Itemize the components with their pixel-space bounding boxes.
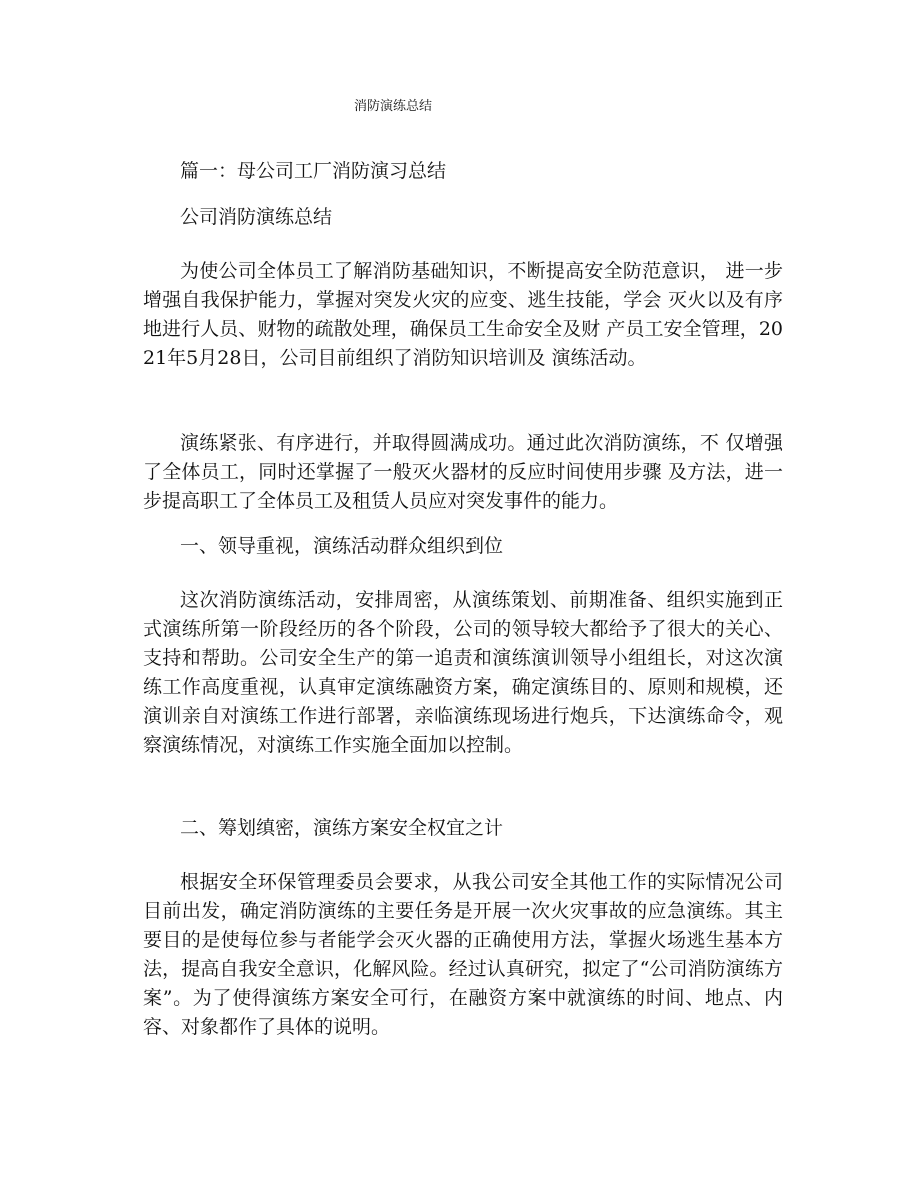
paragraph-leadership: 这次消防演练活动，安排周密，从演练策划、前期准备、组织实施到正式演练所第一阶段经历的各个阶段，公司的领导较大都给予了很大的关心、支持和帮助。公司安全生产的第一追责和演练演训领导小组组长，对这次演练工作高度重视，认真审定演练融资方案，确定演练目的、原则和规模，还演训亲自对演练工作进行部署，亲临演练现场进行炮兵，下达演练命令，观察演练情况，对演练工作实施全面加以控制。 — [143, 589, 783, 756]
section-heading: 篇一：母公司工厂消防演习总结 — [180, 160, 447, 182]
paragraph-result: 演练紧张、有序进行，并取得圆满成功。通过此次消防演练，不 仅增强了全体员工，同时还掌握了一般灭火器材的反应时间使用步骤 及方法，进一步提高职工了全体员工及租赁人员应对突发事件的能力。 — [143, 432, 783, 512]
paragraph-intro: 为使公司全体员工了解消防基础知识，不断提高安全防范意识， 进一步增强自我保护能力，掌握对突发火灾的应变、逃生技能，学会 灭火以及有序地进行人员、财物的疏散处理，确保员工生命安全及财 产员工安全管理，2021年5月28日，公司目前组织了消防知识培训及 演练活动。 — [143, 260, 783, 369]
paragraph-planning: 根据安全环保管理委员会要求，从我公司安全其他工作的实际情况公司目前出发，确定消防演练的主要任务是开展一次火灾事故的应急演练。其主要目的是使每位参与者能学会灭火器的正确使用方法，掌握火场逃生基本方法，提高自我安全意识，化解风险。经过认真研究，拟定了“公司消防演练方案”。为了使得演练方案安全可行，在融资方案中就演练的时间、地点、内容、对象都作了具体的说明。 — [143, 871, 783, 1038]
section-heading-leadership: 一、领导重视，演练活动群众组织到位 — [180, 535, 504, 557]
document-subtitle: 公司消防演练总结 — [180, 206, 333, 228]
document-title: 消防演练总结 — [354, 99, 433, 114]
section-heading-planning: 二、筹划缜密，演练方案安全权宜之计 — [180, 817, 504, 839]
